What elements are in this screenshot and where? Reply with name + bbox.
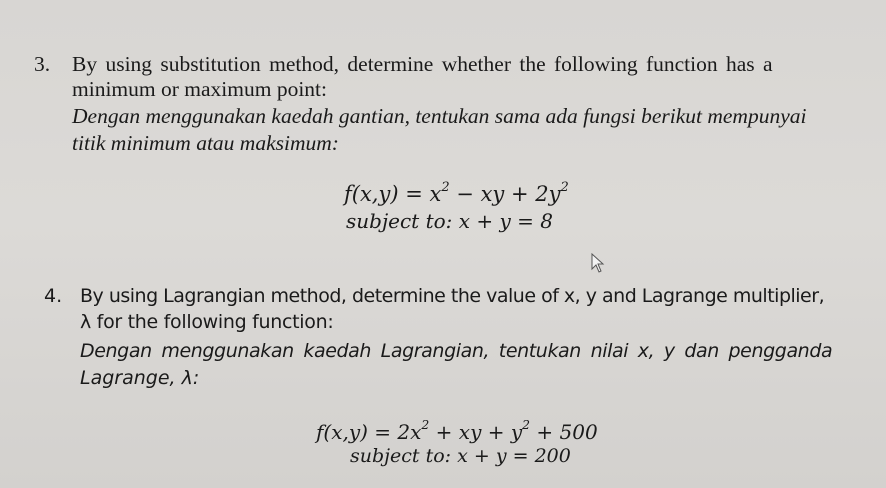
q3-function-mid: − xy + 2y xyxy=(449,182,561,206)
q4-constraint xyxy=(350,445,571,467)
q4-constraint-equation: x + y = 200 xyxy=(457,445,571,467)
q3-malay-line1: Dengan menggunakan kaedah gantian, tentukan sama ada fungsi berikut mempunyai xyxy=(72,104,807,128)
q3-function-power1: 2 xyxy=(441,180,450,196)
q3-text-line1: By using substitution method, determine whether the following function has a xyxy=(72,52,773,76)
q3-number: 3. xyxy=(34,52,51,76)
q4-function-power2: 2 xyxy=(522,417,531,433)
q4-function-lhs: f(x,y) = 2x xyxy=(316,420,422,444)
q3-malay-line2: titik minimum atau maksimum: xyxy=(72,131,339,155)
q3-function-lhs: f(x,y) = x xyxy=(344,182,442,206)
q3-constraint-equation: x + y = 8 xyxy=(458,209,554,233)
q3-constraint-label: subject to: xyxy=(346,209,459,233)
q4-number: 4. xyxy=(44,285,63,307)
q4-malay-line2: Lagrange, λ: xyxy=(80,367,200,389)
q3-constraint xyxy=(346,209,553,233)
q4-malay-line1: Dengan menggunakan kaedah Lagrangian, tentukan nilai x, y dan pengganda xyxy=(80,340,833,362)
q3-text-line2: minimum or maximum point: xyxy=(72,77,328,101)
q4-function-mid: + xy + y xyxy=(429,420,523,444)
q3-function xyxy=(344,182,569,206)
q4-function-power1: 2 xyxy=(421,417,430,433)
q4-constraint-label: subject to: xyxy=(350,445,458,467)
q4-text-line1: By using Lagrangian method, determine the value of x, y and Lagrange multiplier, xyxy=(80,285,825,307)
q3-function-power2: 2 xyxy=(560,180,569,196)
q4-function xyxy=(316,417,598,444)
mouse-cursor-icon xyxy=(591,253,605,273)
q4-function-tail: + 500 xyxy=(530,420,598,444)
q4-text-line2: λ for the following function: xyxy=(80,311,334,333)
